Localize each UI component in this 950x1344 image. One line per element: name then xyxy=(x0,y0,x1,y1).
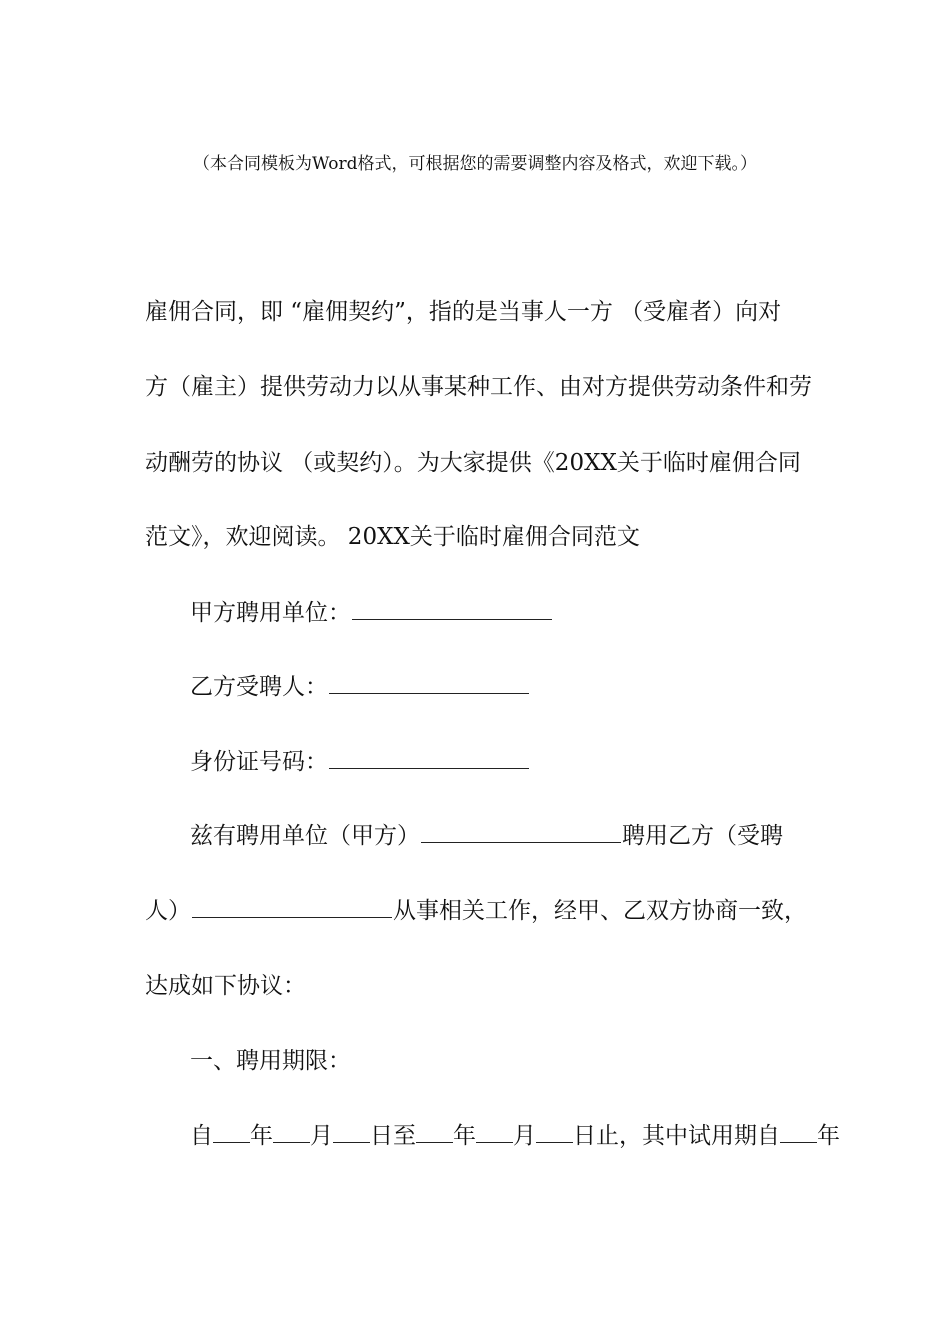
intro-line-2: 方（雇主）提供劳动力以从事某种工作、由对方提供劳动条件和劳 xyxy=(145,374,812,400)
date-from: 自 xyxy=(190,1123,213,1149)
month-unit: 月 xyxy=(513,1123,536,1149)
intro-line-1: 雇佣合同，即 “雇佣契约”，指的是当事人一方 （受雇者）向对 xyxy=(145,299,782,325)
body-line-2-part-b: 从事相关工作，经甲、乙双方协商一致， xyxy=(393,898,807,924)
party-b-row xyxy=(190,670,530,704)
intro-line-4: 范文》，欢迎阅读。 20XX关于临时雇佣合同范文 xyxy=(145,524,640,550)
employee-blank xyxy=(192,897,392,918)
template-note: （本合同模板为Word格式，可根据您的需要调整内容及格式，欢迎下载。） xyxy=(192,154,758,174)
party-a-blank xyxy=(352,599,552,620)
body-line-1 xyxy=(190,819,783,853)
start-day-blank xyxy=(333,1122,370,1143)
party-a-label: 甲方聘用单位： xyxy=(190,600,351,626)
year-unit: 年 xyxy=(453,1123,476,1149)
start-month-blank xyxy=(273,1122,310,1143)
party-a-row xyxy=(190,596,553,630)
day-to: 日至 xyxy=(370,1123,416,1149)
end-year-blank xyxy=(416,1122,453,1143)
employer-blank xyxy=(421,822,621,843)
body-line-2 xyxy=(145,894,807,928)
id-number-blank xyxy=(329,748,529,769)
body-line-1-part-a: 兹有聘用单位（甲方） xyxy=(190,823,420,849)
body-line-1-part-b: 聘用乙方（受聘 xyxy=(622,823,783,849)
body-line-2-part-a: 人） xyxy=(145,898,191,924)
intro-line-3: 动酬劳的协议 （或契约）。为大家提供《20XX关于临时雇佣合同 xyxy=(145,450,801,476)
body-line-3: 达成如下协议： xyxy=(145,973,306,999)
term-dates-line xyxy=(190,1119,840,1153)
section-1-title: 一、聘用期限： xyxy=(190,1048,351,1074)
end-and-probation: 日止，其中试用期自 xyxy=(573,1123,780,1149)
start-year-blank xyxy=(213,1122,250,1143)
end-month-blank xyxy=(476,1122,513,1143)
id-number-label: 身份证号码： xyxy=(190,749,328,775)
month-unit: 月 xyxy=(310,1123,333,1149)
end-day-blank xyxy=(536,1122,573,1143)
id-number-row xyxy=(190,745,530,779)
party-b-label: 乙方受聘人： xyxy=(190,674,328,700)
probation-year-blank xyxy=(780,1122,817,1143)
year-unit: 年 xyxy=(250,1123,273,1149)
year-unit: 年 xyxy=(817,1123,840,1149)
party-b-blank xyxy=(329,673,529,694)
